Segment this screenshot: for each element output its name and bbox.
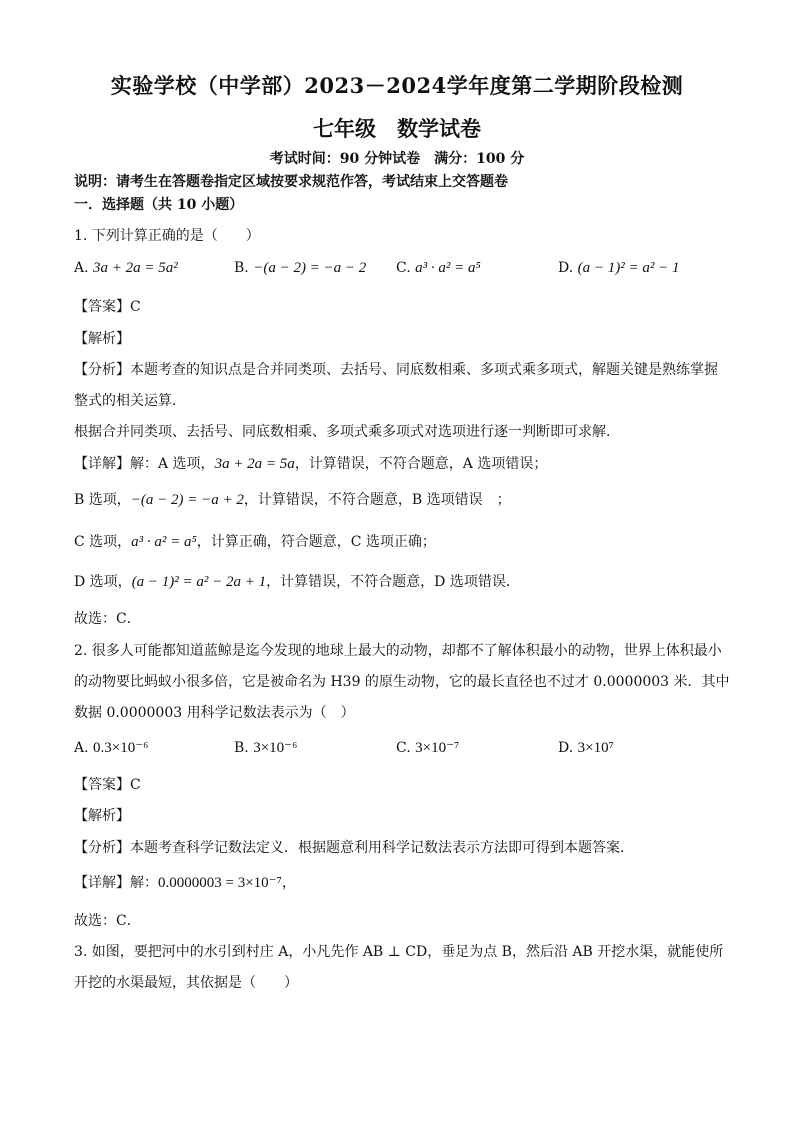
option-math: a³ · a² = a⁵ [415,260,481,276]
exam-title: 实验学校（中学部）2023－2024学年度第二学期阶段检测 [110,73,684,98]
option-label: C. [396,260,411,276]
question-1-option-c [396,258,481,278]
option-label: A. [74,740,89,756]
exam-info: 考试时间：90 分钟试卷 满分：100 分 [269,151,525,167]
detail-text: ，计算正确，符合题意，C 选项正确； [196,534,436,550]
detail-text: ，计算错误，不符合题意，B 选项错误 ； [243,492,511,508]
detail-math: 3a + 2a = 5a [214,456,295,472]
exam-subtitle: 七年级 数学试卷 [313,116,481,141]
question-3-stem-line: 3. 如图，要把河中的水引到村庄 A，小凡先作 AB ⊥ CD，垂足为点 B，然后沿 AB 开挖水渠，就能使所 [74,944,724,960]
question-2-stem-line: 的动物要比蚂蚁小很多倍，它是被命名为 H39 的原生动物，它的最长直径也不过才 0.0000003 米．其中 [74,674,730,690]
question-2-option-d [558,738,614,758]
detail-text: D 选项， [74,574,132,590]
option-math: 3×10⁻⁶ [253,740,298,756]
option-label: D. [558,260,574,276]
detail-text: ， [281,875,296,891]
question-1-option-d [558,258,680,278]
question-2-stem-line: 2. 很多人可能都知道蓝鲸是迄今发现的地球上最大的动物，却都不了解体积最小的动物，世界上体积最小 [74,643,722,659]
question-1-answer: 【答案】C [74,299,141,315]
question-2-option-c [396,738,459,758]
exam-notice: 说明：请考生在答题卷指定区域按要求规范作答，考试结束上交答题卷 [74,174,508,190]
question-3-stem-line: 开挖的水渠最短，其依据是（ ） [74,975,298,991]
option-label: C. [396,740,411,756]
question-2-answer: 【答案】C [74,777,141,793]
question-2-option-b [234,738,297,758]
question-2-conclusion: 故选：C． [74,913,141,929]
detail-math: −(a − 2) = −a + 2 [130,492,244,508]
option-math: 3×10⁻⁷ [415,740,460,756]
question-1-stem: 1. 下列计算正确的是（ ） [74,228,260,244]
option-math: 3×10⁷ [577,740,614,756]
question-1-analysis-line: 根据合并同类项、去括号、同底数相乘、多项式乘多项式对选项进行逐一判断即可求解． [74,424,620,440]
option-math: −(a − 2) = −a − 2 [253,260,367,276]
question-1-detail-d [74,572,520,592]
detail-math: 0.0000003 = 3×10⁻⁷ [158,875,282,891]
question-1-detail-a [74,454,547,474]
option-label: B. [234,260,249,276]
question-1-option-b [234,258,366,278]
detail-text: B 选项， [74,492,131,508]
question-1-analysis-line: 整式的相关运算． [74,393,186,409]
option-math: 3a + 2a = 5a² [93,260,178,276]
detail-text: C 选项， [74,534,132,550]
detail-math: a³ · a² = a⁵ [131,534,197,550]
question-2-stem-line: 数据 0.0000003 用科学记数法表示为（ ） [74,705,355,721]
question-1-analysis-label: 【解析】 [74,331,130,347]
detail-text: ，计算错误，不符合题意，A 选项错误； [294,456,548,472]
option-label: A. [74,260,89,276]
option-math: 0.3×10⁻⁶ [93,740,149,756]
detail-text: 【详解】解： [74,875,158,891]
option-math: (a − 1)² = a² − 1 [577,260,680,276]
question-1-detail-b [74,490,511,510]
detail-math: (a − 1)² = a² − 2a + 1 [131,574,267,590]
question-1-option-a [74,258,178,278]
option-label: B. [234,740,249,756]
question-1-detail-c [74,532,436,552]
section-heading: 一．选择题（共 10 小题） [74,197,244,213]
question-2-analysis-label: 【解析】 [74,808,130,824]
detail-text: 【详解】解：A 选项， [74,456,215,472]
question-2-option-a [74,738,148,758]
question-2-analysis-line: 【分析】本题考查科学记数法定义．根据题意利用科学记数法表示方法即可得到本题答案． [74,840,634,856]
question-2-detail [74,873,296,893]
question-1-conclusion: 故选：C． [74,611,141,627]
detail-text: ，计算错误，不符合题意，D 选项错误． [266,574,520,590]
option-label: D. [558,740,574,756]
question-1-analysis-line: 【分析】本题考查的知识点是合并同类项、去括号、同底数相乘、多项式乘多项式，解题关键是熟练掌握 [74,362,718,378]
